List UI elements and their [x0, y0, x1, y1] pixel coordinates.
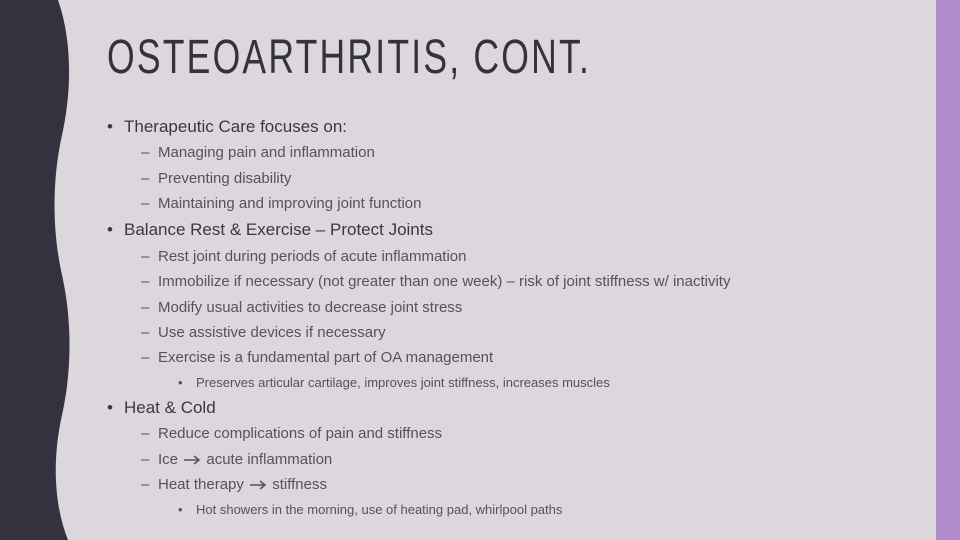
- dash-marker: –: [141, 324, 150, 341]
- sub-bullet: [141, 144, 375, 161]
- right-arrow-icon-shape: [184, 456, 199, 464]
- sub-bullet-text: Ice: [158, 451, 179, 468]
- sub-bullet: [141, 349, 494, 366]
- dash-marker: –: [141, 451, 150, 468]
- bullet-text: Heat & Cold: [124, 398, 216, 417]
- sub-bullet: [141, 170, 292, 187]
- bullet-therapeutic-care: [107, 117, 347, 137]
- sub-sub-bullet-text: Preserves articular cartilage, improves joint stiffness, increases muscles: [196, 375, 610, 390]
- sub-bullet-text: stiffness: [272, 476, 327, 493]
- sub-bullet-text: Maintaining and improving joint function: [158, 195, 422, 212]
- sub-bullet-text: acute inflammation: [206, 451, 333, 468]
- sub-bullet-text: Managing pain and inflammation: [158, 144, 375, 161]
- sub-bullet-text: Preventing disability: [158, 170, 292, 187]
- right-arrow-icon: [249, 480, 267, 490]
- dash-marker: –: [141, 476, 150, 493]
- slide-title: OSTEOARTHRITIS, CONT.: [107, 31, 592, 84]
- sub-sub-bullet: [178, 502, 562, 517]
- bullet-dot: •: [107, 117, 113, 136]
- sub-bullet-text: Heat therapy: [158, 476, 244, 493]
- bullet-heat-cold: [107, 398, 216, 418]
- bullet-text: Balance Rest & Exercise – Protect Joints: [124, 220, 433, 239]
- dash-marker: –: [141, 144, 150, 161]
- sub-bullet-text: Reduce complications of pain and stiffness: [158, 425, 443, 442]
- sub-bullet: [141, 195, 422, 212]
- sub-bullet-text: Rest joint during periods of acute inflammation: [158, 248, 467, 265]
- sub-bullet: [141, 425, 443, 442]
- right-arrow-icon: [183, 455, 201, 465]
- sub-bullet: [141, 273, 731, 290]
- dash-marker: –: [141, 170, 150, 187]
- dash-marker: –: [141, 195, 150, 212]
- sub-bullet: [141, 248, 467, 265]
- bullet-balance-rest: [107, 220, 433, 240]
- bullet-dot: •: [107, 398, 113, 417]
- dash-marker: –: [141, 273, 150, 290]
- bullet-dot: •: [178, 502, 183, 517]
- sub-bullet-text: Immobilize if necessary (not greater than one week) – risk of joint stiffness w/ inactivity: [158, 273, 731, 290]
- dash-marker: –: [141, 349, 150, 366]
- sub-bullet: [141, 324, 386, 341]
- bullet-text: Therapeutic Care focuses on:: [124, 117, 348, 136]
- sub-bullet: [141, 476, 327, 493]
- sub-sub-bullet-text: Hot showers in the morning, use of heating pad, whirlpool paths: [196, 502, 563, 517]
- sub-bullet-text: Use assistive devices if necessary: [158, 324, 386, 341]
- bullet-dot: •: [107, 220, 113, 239]
- dash-marker: –: [141, 425, 150, 442]
- right-arrow-icon-shape: [250, 481, 265, 489]
- sub-bullet-text: Modify usual activities to decrease joint stress: [158, 299, 463, 316]
- right-accent-band: [936, 0, 960, 540]
- dash-marker: –: [141, 299, 150, 316]
- sub-bullet: [141, 451, 333, 468]
- sub-bullet-text: Exercise is a fundamental part of OA management: [158, 349, 494, 366]
- sub-sub-bullet: [178, 375, 610, 390]
- bullet-dot: •: [178, 375, 183, 390]
- sub-bullet: [141, 299, 463, 316]
- dash-marker: –: [141, 248, 150, 265]
